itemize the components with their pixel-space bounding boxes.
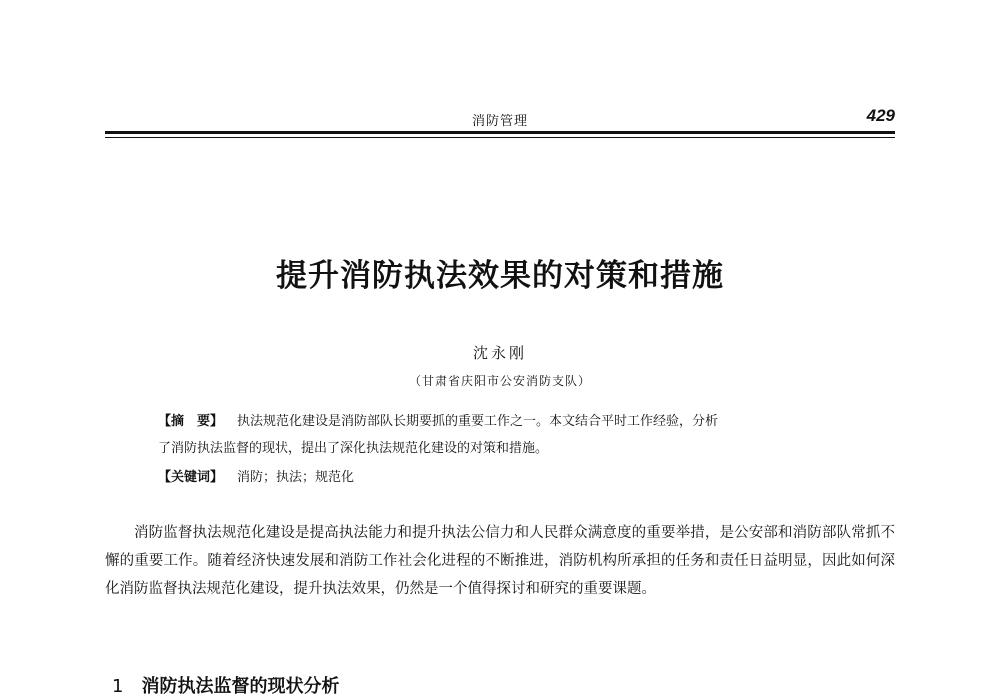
section-title: 消防执法监督的现状分析	[141, 676, 340, 697]
keywords-line	[158, 468, 878, 488]
abstract-label: 【摘 要】	[158, 414, 224, 429]
section-heading	[112, 672, 339, 698]
author-name: 沈永刚	[472, 344, 527, 362]
header-rule-thin	[105, 137, 895, 138]
paper-title: 提升消防执法效果的对策和措施	[276, 258, 724, 294]
header-rule-thick	[105, 131, 895, 134]
page-number: 429	[866, 106, 895, 125]
journal-name: 消防管理	[471, 114, 528, 129]
section-number: 1	[112, 676, 124, 697]
keywords-label: 【关键词】	[158, 470, 224, 485]
abstract-line-1	[158, 412, 878, 432]
author-affiliation: （甘肃省庆阳市公安消防支队）	[408, 374, 591, 388]
body-paragraph: 消防监督执法规范化建设是提高执法能力和提升执法公信力和人民群众满意度的重要举措，是公安部和消防部队常抓不懈的重要工作。随着经济快速发展和消防工作社会化进程的不断推进，消防机构所承担的任务和责任日益明显，因此如何深化消防监督执法规范化建设，提升执法效果，仍然是一个值得探讨和研究的重要课题。	[105, 525, 895, 597]
running-head	[105, 108, 895, 128]
abstract-line-2	[158, 439, 878, 459]
abstract-text-1: 执法规范化建设是消防部队长期要抓的重要工作之一。本文结合平时工作经验，分析	[237, 414, 719, 429]
abstract-text-2: 了消防执法监督的现状，提出了深化执法规范化建设的对策和措施。	[158, 441, 549, 456]
keywords-text: 消防；执法；规范化	[237, 470, 355, 485]
